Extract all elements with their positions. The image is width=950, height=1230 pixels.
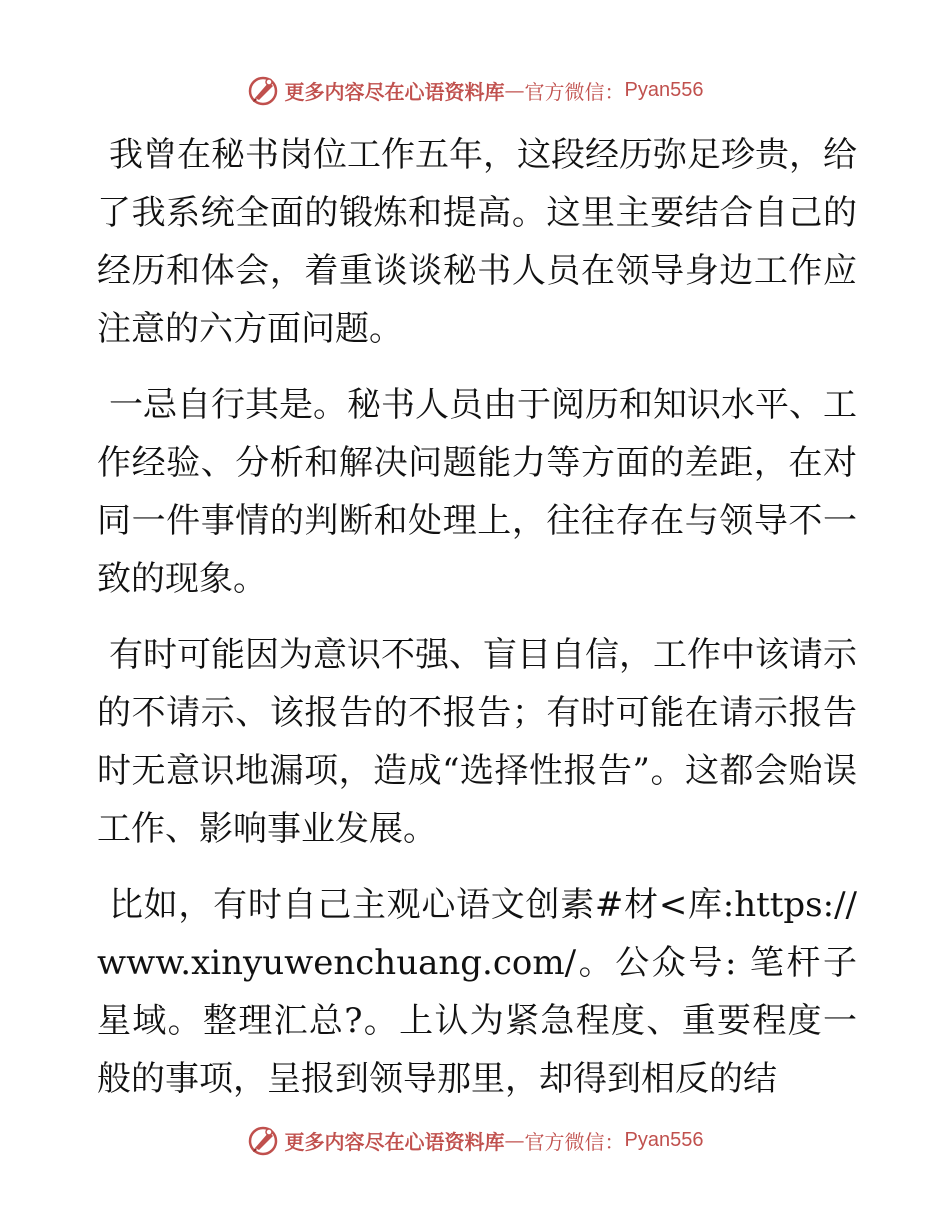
footer-wechat-id: Pyan556: [624, 1128, 704, 1151]
header-wechat-id: Pyan556: [624, 78, 704, 101]
pen-logo-icon: [247, 1124, 279, 1156]
header-brand: 更多内容尽在心语资料库: [284, 79, 505, 104]
pen-logo-icon: [247, 74, 279, 106]
paragraph-4: 比如，有时自己主观心语文创素#材<库:https://www.xinyuwenchuang.com/。公众号: 笔杆子星域。整理汇总?。上认为紧急程度、重要程度一般的事项，呈报到领导那里，却得到相反的结: [97, 885, 857, 1099]
header-wechat-label: 官方微信：: [524, 79, 625, 104]
paragraph-3: 有时可能因为意识不强、盲目自信，工作中该请示的不请示、该报告的不报告；有时可能在请示报告时无意识地漏项，造成“选择性报告”。这都会贻误工作、影响事业发展。: [97, 635, 857, 849]
paragraph-1: 我曾在秘书岗位工作五年，这段经历弥足珍贵，给了我系统全面的锻炼和提高。这里主要结合自己的经历和体会，着重谈谈秘书人员在领导身边工作应注意的六方面问题。: [97, 135, 857, 349]
header-dash: —: [504, 78, 525, 102]
header-banner: [0, 70, 950, 110]
footer-brand: 更多内容尽在心语资料库: [284, 1129, 505, 1154]
footer-banner: [0, 1120, 950, 1160]
footer-wechat-label: 官方微信：: [524, 1129, 625, 1154]
paragraph-2: 一忌自行其是。秘书人员由于阅历和知识水平、工作经验、分析和解决问题能力等方面的差距，在对同一件事情的判断和处理上，往往存在与领导不一致的现象。: [97, 385, 857, 599]
footer-dash: —: [504, 1128, 525, 1152]
document-body: [97, 126, 857, 1126]
